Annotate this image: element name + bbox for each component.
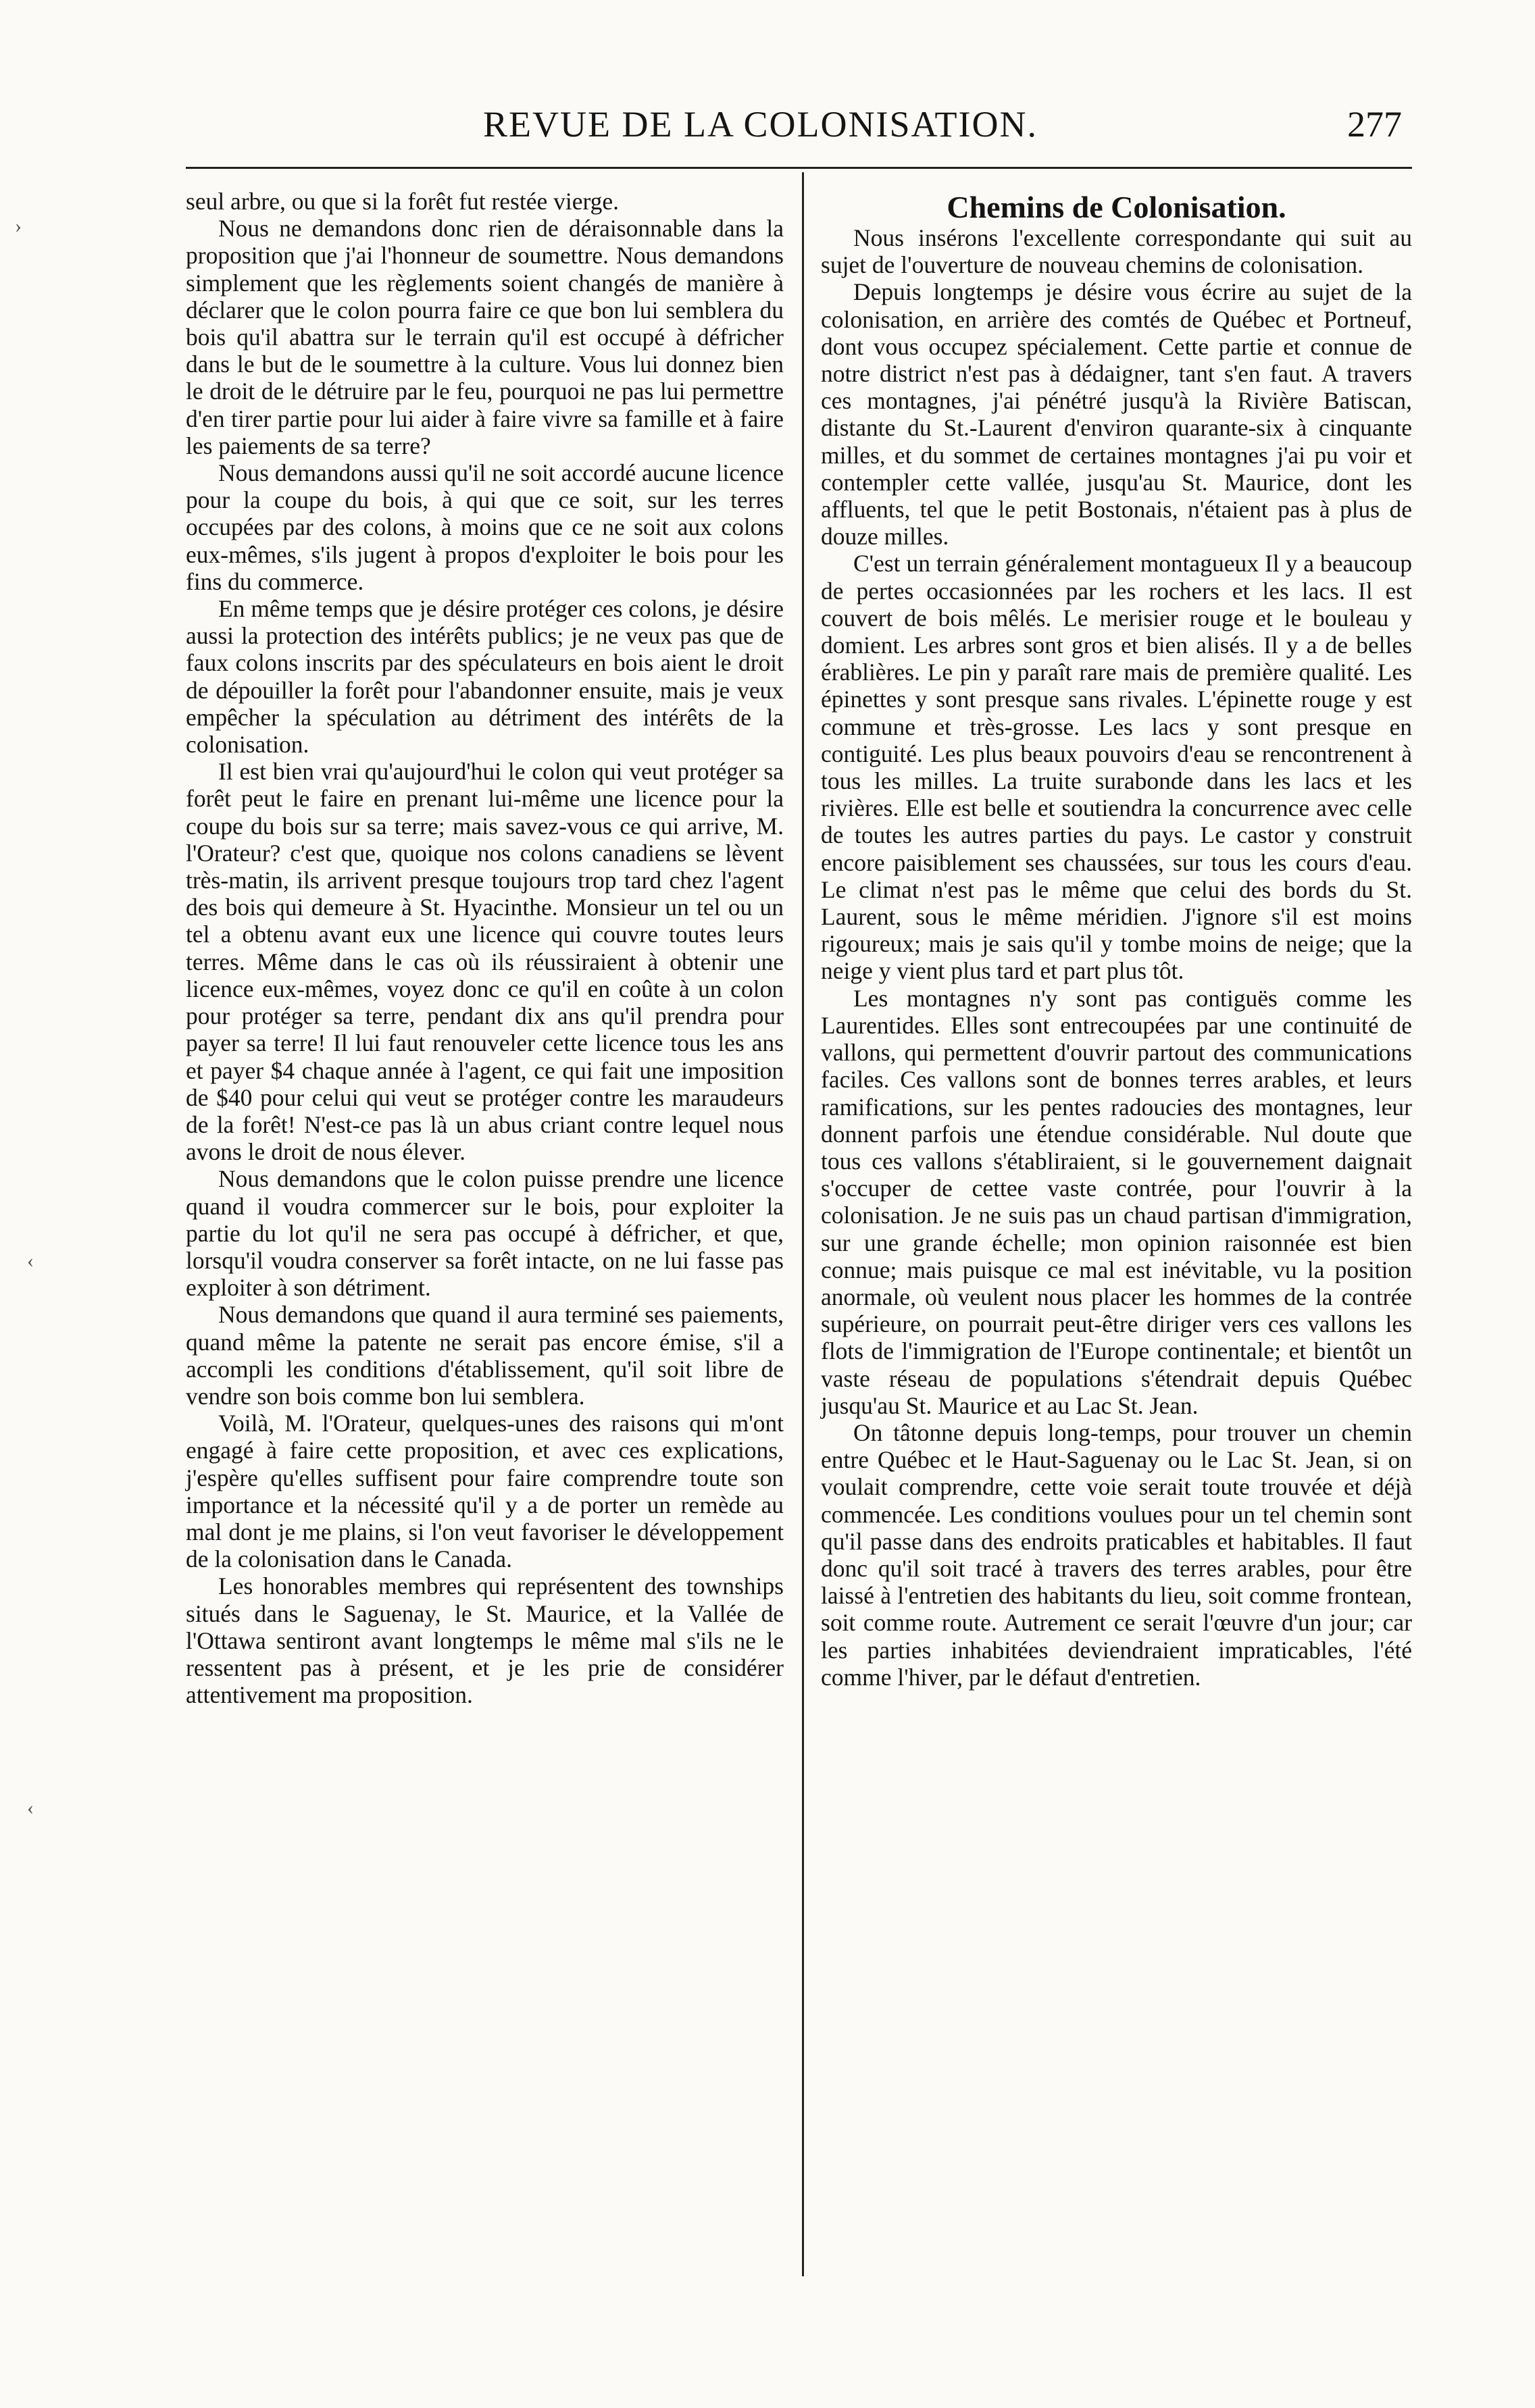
left-column: [186, 188, 784, 1708]
margin-mark: ‹: [27, 1250, 34, 1272]
paragraph: Nous ne demandons donc rien de déraisonnable dans la proposition que j'ai l'honneur de soumettre. Nous demandons simplement que les règlements soient changés de manière à déclarer que le colon pourra faire ce que bon lui semblera du bois qu'il abattra sur le terrain qu'il est occupé à défricher dans le but de le soumettre à la culture. Vous lui donnez bien le droit de le détruire par le feu, pourquoi ne pas lui permettre d'en tirer partie pour lui aider à faire vivre sa famille et à faire les paiements de sa terre?: [186, 215, 784, 459]
paragraph: On tâtonne depuis long-temps, pour trouver un chemin entre Québec et le Haut-Saguenay ou le Lac St. Jean, si on voulait comprendre, cette voie serait toute trouvée et déjà commencée. Les conditions voulues pour un tel chemin sont qu'il passe dans des endroits praticables et habitables. Il faut donc qu'il soit tracé à travers des terres arables, pour être laissé à l'entretien des habitants du lieu, soit comme frontean, soit comme route. Autrement ce serait l'œuvre d'un jour; car les parties inhabitées deviendraient impraticables, l'été comme l'hiver, par le défaut d'entretien.: [821, 1418, 1412, 1691]
running-title: REVUE DE LA COLONISATION.: [483, 104, 1038, 145]
page-header: [186, 98, 1402, 152]
paragraph: Il est bien vrai qu'aujourd'hui le colon qui veut protéger sa forêt peut le faire en prenant lui-même une licence pour la coupe du bois sur sa terre; mais savez-vous ce qui arrive, M. l'Orateur? c'est que, quoique nos colons canadiens se lèvent très-matin, ils arrivent presque toujours trop tard chez l'agent des bois qui demeure à St. Hyacinthe. Monsieur un tel ou un tel a obtenu avant eux une licence qui couvre toutes leurs terres. Même dans le cas où ils réussiraient à obtenir une licence eux-mêmes, voyez donc ce qu'il en coûte à un colon pour protéger sa terre, pendant dix ans qu'il prendra pour payer sa terre! Il lui faut renouveler cette licence tous les ans et payer $4 chaque année à l'agent, ce qui fait une imposition de $40 pour celui qui veut se protéger contre les maraudeurs de la forêt! N'est-ce pas là un abus criant contre lequel nous avons le droit de nous élever.: [186, 758, 784, 1166]
paragraph: Nous insérons l'excellente correspondante qui suit au sujet de l'ouverture de nouveau chemins de colonisation.: [821, 224, 1412, 279]
section-heading: Chemins de Colonisation.: [947, 190, 1286, 224]
paragraph: Depuis longtemps je désire vous écrire au sujet de la colonisation, en arrière des comtés de Québec et Portneuf, dont vous occupez spécialement. Cette partie et connue de notre district n'est pas à dédaigner, tant s'en faut. A travers ces montagnes, j'ai pénétré jusqu'à la Rivière Batiscan, distante du St.-Laurent d'environ quarante-six à cinquante milles, et du sommet de certaines montagnes j'ai pu voir et contempler cette vallée, jusqu'au St. Maurice, dont les affluents, tel que le petit Bostonais, n'étaient pas à plus de douze milles.: [821, 278, 1412, 550]
page-number: 277: [1347, 104, 1402, 145]
margin-mark: ›: [15, 215, 22, 237]
right-column: [821, 188, 1412, 1691]
paragraph: En même temps que je désire protéger ces colons, je désire aussi la protection des intérêts publics; je ne veux pas que de faux colons inscrits par des spéculateurs en bois aient le droit de dépouiller la forêt pour l'abandonner ensuite, mais je veux empêcher la spéculation au détriment des intérêts de la colonisation.: [186, 595, 784, 759]
paragraph: Voilà, M. l'Orateur, quelques-unes des raisons qui m'ont engagé à faire cette proposition, et avec ces explications, j'espère qu'elles suffisent pour faire comprendre toute son importance et la nécessité qu'il y a de porter un remède au mal dont je me plains, si l'on veut favoriser le développement de la colonisation dans le Canada.: [186, 1410, 784, 1573]
margin-mark: ‹: [27, 1797, 34, 1819]
paragraph: Nous demandons que quand il aura terminé ses paiements, quand même la patente ne serait pas encore émise, s'il a accompli les conditions d'établissement, qu'il soit libre de vendre son bois comme bon lui semblera.: [186, 1301, 784, 1410]
paragraph: Nous demandons que le colon puisse prendre une licence quand il voudra commercer sur le bois, pour exploiter la partie du lot qu'il ne sera pas occupé à défricher, et que, lorsqu'il voudra conserver sa forêt intacte, on ne lui fasse pas exploiter à son détriment.: [186, 1165, 784, 1302]
header-rule: [186, 167, 1412, 169]
paragraph: Les montagnes n'y sont pas contiguës comme les Laurentides. Elles sont entrecoupées par une continuité de vallons, qui permettent d'ouvrir partout des communications faciles. Ces vallons sont de bonnes terres arables, et leurs ramifications, sur les pentes radoucies des montagnes, leur donnent parfois une étendue considérable. Nul doute que tous ces vallons s'établiraient, si le gouvernement daignait s'occuper de cettee vaste contrée, pour l'ouvrir à la colonisation. Je ne suis pas un chaud partisan d'immigration, sur une grande échelle; mon opinion raisonnée est bien connue; mais puisque ce mal est inévitable, vu la position anormale, où veulent nous placer les hommes de la contrée supérieure, on pourrait peut-être diriger vers ces vallons les flots de l'immigration de l'Europe continentale; et bientôt un vaste réseau de populations s'étendrait depuis Québec jusqu'au St. Maurice et au Lac St. Jean.: [821, 984, 1412, 1419]
paragraph: Nous demandons aussi qu'il ne soit accordé aucune licence pour la coupe du bois, à qui que ce soit, sur les terres occupées par des colons, à moins que ce ne soit aux colons eux-mêmes, s'ils jugent à propos d'exploiter le bois pour les fins du commerce.: [186, 459, 784, 595]
paragraph: Les honorables membres qui représentent des townships situés dans le Saguenay, le St. Maurice, et la Vallée de l'Ottawa sentiront avant longtemps le même mal s'ils ne le ressentent pas à présent, et je les prie de considérer attentivement ma proposition.: [186, 1572, 784, 1709]
paragraph: seul arbre, ou que si la forêt fut restée vierge.: [186, 188, 620, 215]
column-divider: [802, 172, 804, 2276]
paragraph: C'est un terrain généralement montagueux Il y a beaucoup de pertes occasionnées par les rochers et les lacs. Il est couvert de bois mêlés. Le merisier rouge et le bouleau y domient. Les arbres sont gros et bien alisés. Il y a de belles érablières. Le pin y paraît rare mais de première qualité. Les épinettes y sont presque sans rivales. L'épinette rouge y est commune et très-grosse. Les lacs y sont presque en contiguité. Les plus beaux pouvoirs d'eau se rencontrenent à tous les milles. La truite surabonde dans les lacs et les rivières. Elle est belle et soutiendra la concurrence avec celle de toutes les autres parties du pays. Le castor y construit encore paisiblement ses chaussées, sur tous les cours d'eau. Le climat n'est pas le même que celui des bords du St. Laurent, sous le même méridien. J'ignore s'il est moins rigoureux; mais je sais qu'il y tombe moins de neige; que la neige y vient plus tard et part plus tôt.: [821, 550, 1412, 985]
